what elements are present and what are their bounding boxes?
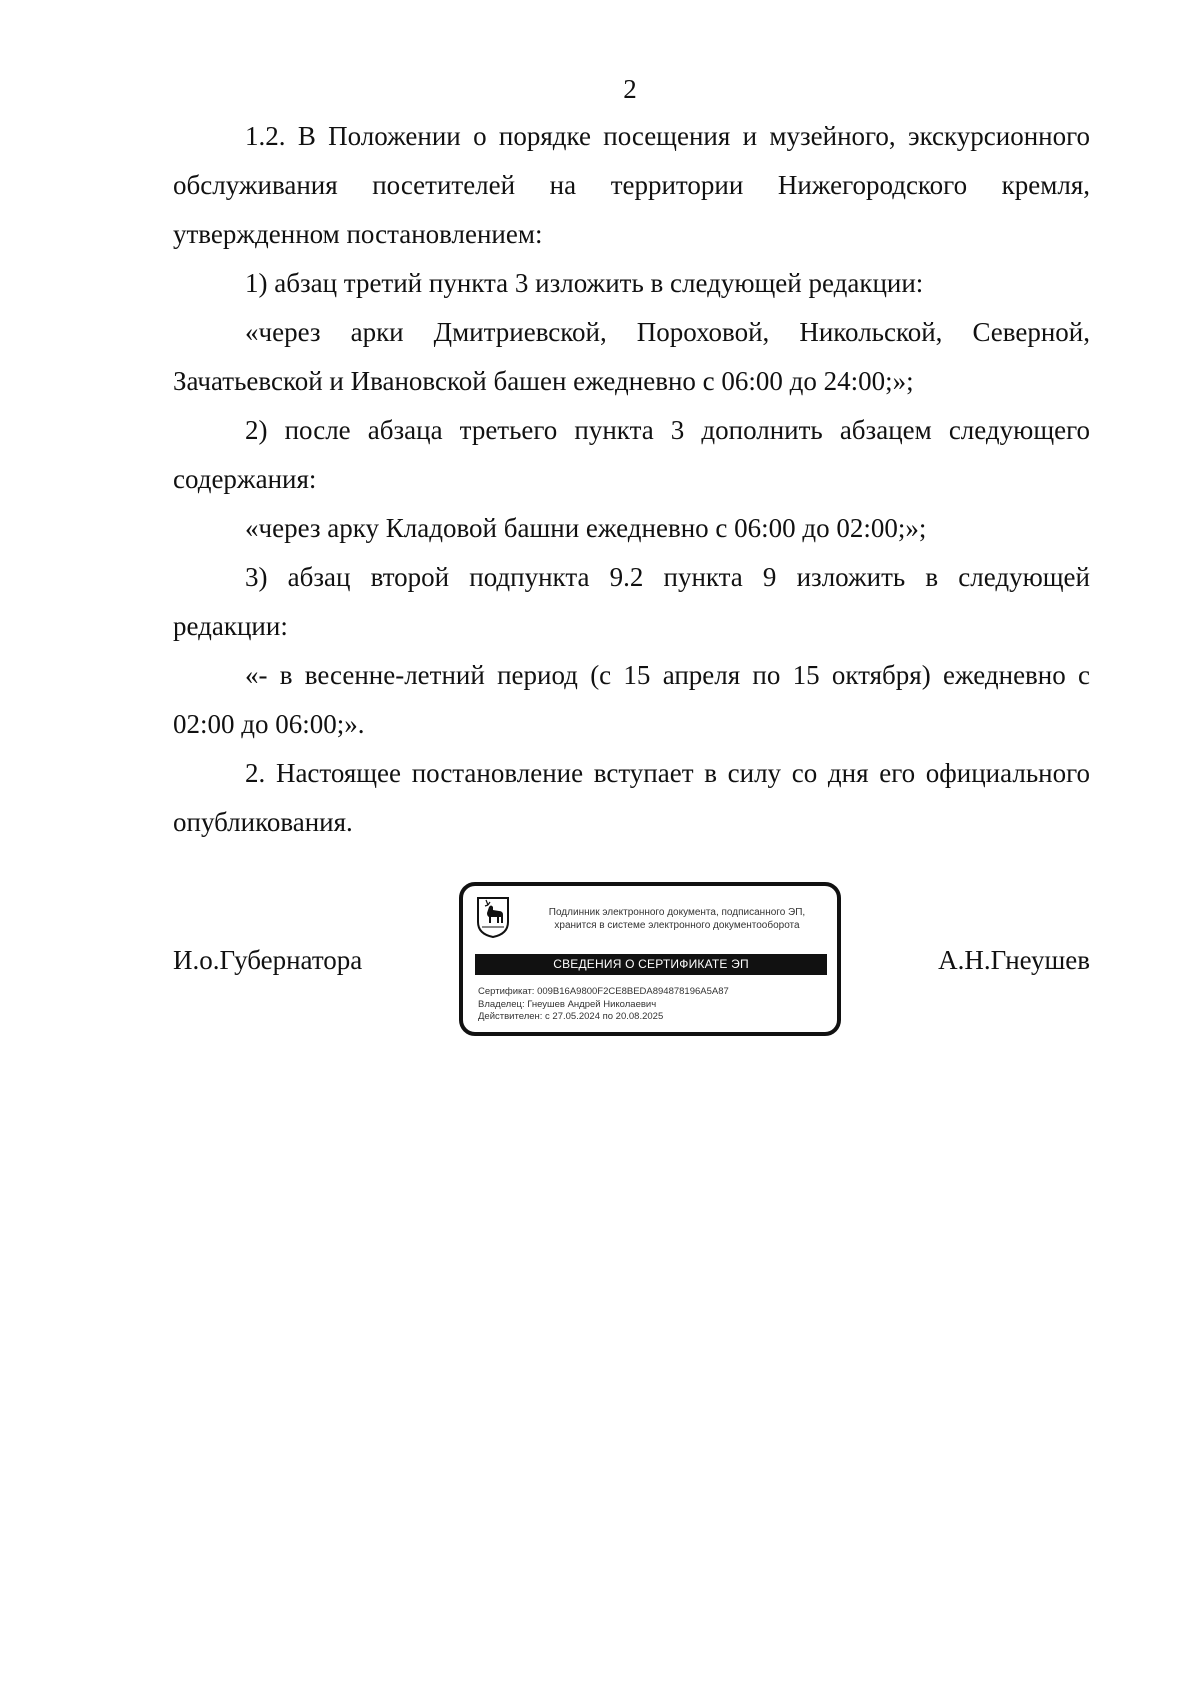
- document-body: [173, 112, 1090, 847]
- paragraph-item-2: 2) после абзаца третьего пункта 3 дополнить абзацем следующего содержания:: [173, 415, 1090, 494]
- paragraph-quote-towers-hours: «через арки Дмитриевской, Пороховой, Никольской, Северной, Зачатьевской и Ивановской башен ежедневно с 06:00 до 24:00;»;: [173, 317, 1090, 396]
- signatory-name: А.Н.Гнеушев: [938, 945, 1090, 975]
- stamp-notice-line-1: Подлинник электронного документа, подписанного ЭП,: [548, 907, 806, 918]
- certificate-info-banner: СВЕДЕНИЯ О СЕРТИФИКАТЕ ЭП: [475, 954, 827, 975]
- certificate-serial: Сертификат: 009B16A9800F2CE8BEDA894878196A5A87: [478, 986, 729, 997]
- stamp-notice-line-2: хранится в системе электронного документооборота: [554, 920, 800, 931]
- deer-emblem-icon: [476, 896, 510, 938]
- paragraph-item-3: 3) абзац второй подпункта 9.2 пункта 9 изложить в следующей редакции:: [173, 562, 1090, 641]
- paragraph-entry-into-force: 2. Настоящее постановление вступает в силу со дня его официального опубликования.: [173, 758, 1090, 837]
- paragraph-quote-kladovaya-tower: «через арку Кладовой башни ежедневно с 06:00 до 02:00;»;: [245, 513, 927, 543]
- page-number: 2: [623, 74, 637, 104]
- certificate-validity: Действителен: с 27.05.2024 по 20.08.2025: [478, 1011, 664, 1022]
- stamp-notice: [521, 906, 833, 932]
- certificate-owner: Владелец: Гнеушев Андрей Николаевич: [478, 998, 657, 1010]
- paragraph-item-1: 1) абзац третий пункта 3 изложить в следующей редакции:: [245, 268, 924, 298]
- paragraph-quote-spring-summer: «- в весенне-летний период (с 15 апреля по 15 октября) ежедневно с 02:00 до 06:00;».: [173, 660, 1090, 739]
- certificate-details: [478, 986, 729, 1024]
- paragraph-regulation-amendment: 1.2. В Положении о порядке посещения и музейного, экскурсионного обслуживания посетителей на территории Нижегородского кремля, утвержденном постановлением:: [173, 121, 1090, 249]
- signatory-position: И.о.Губернатора: [173, 945, 363, 975]
- digital-signature-stamp: [459, 882, 841, 1036]
